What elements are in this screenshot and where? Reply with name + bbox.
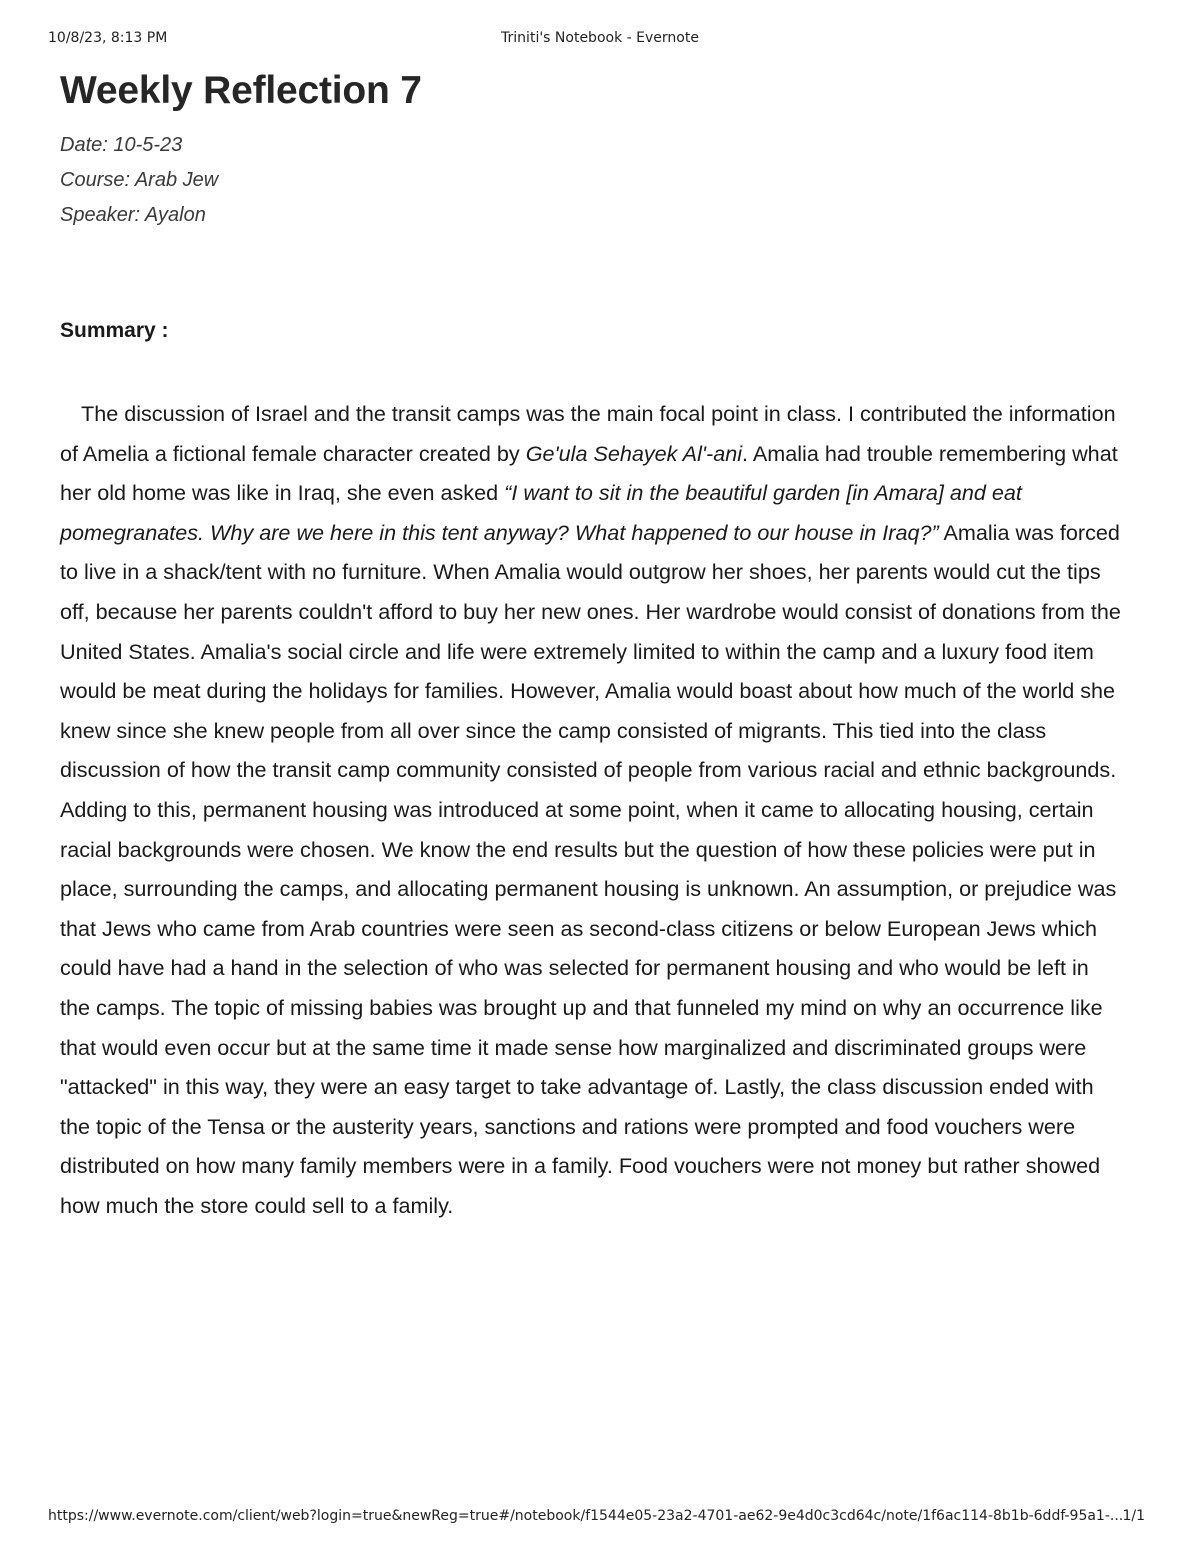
print-page-number: 1/1	[1122, 1508, 1145, 1524]
note-speaker: Speaker: Ayalon	[60, 204, 206, 226]
note-date: Date: 10-5-23	[60, 134, 183, 156]
summary-paragraph	[60, 394, 1122, 1225]
summary-text-part-3: Amalia was forced to live in a shack/tent with no furniture. When Amalia would outgrow her shoes, her parents would cut the tips off, because her parents couldn't afford to buy her new ones. Her wardrobe would consist of donations from the United States. Amalia's social circle and life were extremely limited to within the camp and a luxury food item would be meat during the holidays for families. However, Amalia would boast about how much of the world she knew since she knew people from all over since the camp consisted of migrants. This tied into the class discussion of how the transit camp community consisted of people from various racial and ethnic backgrounds. Adding to this, permanent housing was introduced at some point, when it came to allocating housing, certain racial backgrounds were chosen. We know the end results but the question of how these policies were put in place, surrounding the camps, and allocating permanent housing is unknown. An assumption, or prejudice was that Jews who came from Arab countries were seen as second-class citizens or below European Jews which could have had a hand in the selection of who was selected for permanent housing and who would be left in the camps. The topic of missing babies was brought up and that funneled my mind on why an occurrence like that would even occur but at the same time it made sense how marginalized and discriminated groups were "attacked" in this way, they were an easy target to take advantage of. Lastly, the class discussion ended with the topic of the Tensa or the austerity years, sanctions and rations were prompted and food vouchers were distributed on how many family members were in a family. Food vouchers were not money but rather showed how much the store could sell to a family.	[60, 519, 1121, 1218]
note-metadata	[60, 128, 1140, 233]
print-header	[0, 30, 1200, 48]
summary-text-part-2: . Amalia had trouble remembering what her old home was like in Iraq, she even asked	[60, 440, 1118, 506]
author-name: Ge'ula Sehayek Al'-ani	[525, 440, 743, 466]
print-page-title: Triniti's Notebook - Evernote	[501, 30, 699, 46]
note-content	[60, 62, 1140, 1247]
print-datetime: 10/8/23, 8:13 PM	[48, 30, 168, 46]
summary-text-part-1: The discussion of Israel and the transit camps was the main focal point in class. I contributed the information of Amelia a fictional female character created by	[60, 401, 1116, 466]
note-course: Course: Arab Jew	[60, 169, 219, 191]
note-title: Weekly Reflection 7	[60, 69, 422, 112]
summary-heading: Summary :	[60, 319, 169, 342]
print-footer	[0, 1508, 1200, 1526]
amalia-quote: “I want to sit in the beautiful garden [in Amara] and eat pomegranates. Why are we here in this tent anyway? What happened to our house in Iraq?”	[60, 480, 1022, 545]
print-url: https://www.evernote.com/client/web?login=true&newReg=true#/notebook/f1544e05-23a2-4701-ae62-9e4d0c3cd64c/note/1f6ac114-8b1b-6ddf-95a1-...	[48, 1508, 1124, 1524]
